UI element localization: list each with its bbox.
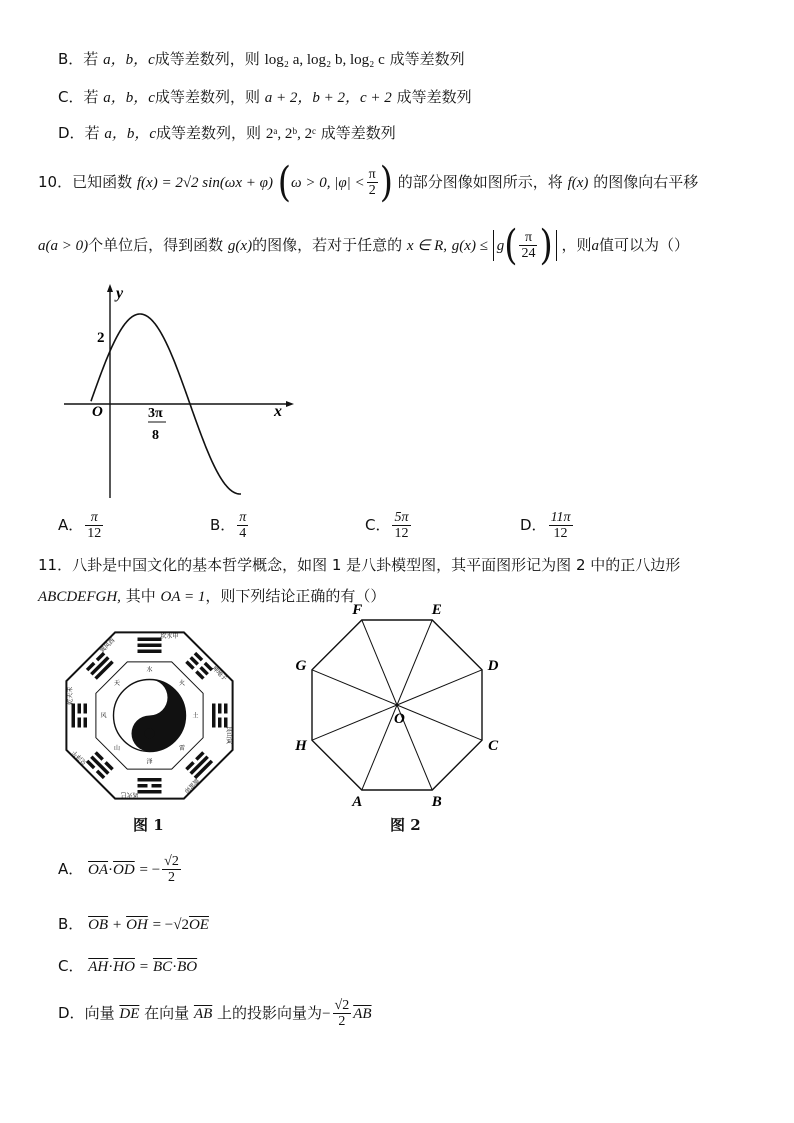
- origin-label: O: [92, 404, 103, 420]
- octagon-figure: [290, 601, 510, 812]
- x-tick-denominator: 8: [152, 428, 159, 443]
- q10-option-c: C． $\frac{5\pi}{12}$: [365, 510, 409, 541]
- bagua-inner-label-4: 泽: [146, 759, 153, 766]
- bagua-inner-label-3: 雷: [178, 746, 186, 752]
- q11-option-a: A． $\overline{OA}\cdot\overline{OD}$ = − $\frac{√2}{2}$: [58, 854, 179, 885]
- bagua-figure: [62, 628, 237, 803]
- bagua-outer-label-7: 巽风酉: [99, 637, 117, 655]
- yin-eye: [145, 693, 155, 703]
- q11-option-d: D．向量 $\overline{DE}$ 在向量 $\overline{AB}$ 上的投影向量为− $\frac{√2}{2}$ $\overline{AB}$: [58, 998, 372, 1029]
- x-tick-numerator: 3π: [148, 406, 163, 421]
- q10-stem-line2: a(a > 0)个单位后，得到函数 g(x)的图像，若对于任意的 x ∈ R, g(x) ≤ g( $\frac{\pi}{24}$ ) ，则a值可以为（）: [38, 221, 690, 270]
- vertex-label-E: E: [431, 601, 442, 618]
- q11-stem-line2: ABCDEFGH, 其中 OA = 1，则下列结论正确的有（）: [38, 587, 386, 605]
- bagua-outer-label-5: 兑泽午: [71, 748, 89, 766]
- x-axis-label: x: [274, 403, 282, 420]
- center-label-O: O: [394, 711, 405, 727]
- q10-stem-line1: 10．已知函数 f(x) = 2√2 sin(ωx + φ) (ω > 0, |φ| < $\frac{\pi}{2}$ ) 的部分图像如图所示，将 f(x) 的图像向右平移: [38, 158, 699, 207]
- q10-option-d: D． $\frac{11\pi}{12}$: [520, 510, 571, 541]
- vertex-label-A: A: [352, 794, 363, 811]
- vertex-label-F: F: [352, 601, 363, 618]
- vertex-label-G: G: [295, 658, 307, 675]
- bagua-inner-label-0: 水: [146, 667, 153, 674]
- bagua-outer-label-6: 乾天未: [67, 686, 74, 705]
- bagua-inner-label-7: 天: [113, 681, 121, 687]
- bagua-outer-label-1: 坤地子: [210, 665, 228, 683]
- bagua-inner-label-6: 风: [100, 713, 107, 720]
- bagua-outer-label-2: 艮山寅: [225, 726, 232, 745]
- vertex-label-D: D: [487, 658, 499, 675]
- bagua-inner-label-5: 山: [113, 746, 121, 752]
- q11-option-b: B． $\overline{OB} + \overline{OH} = -√2\overline{OE}$: [58, 915, 209, 933]
- q11-option-c: C． $\overline{AH}\cdot\overline{HO} = \overline{BC}\cdot\overline{BO}$: [58, 957, 198, 975]
- trigram-0: [138, 638, 162, 654]
- yang-eye: [145, 729, 155, 739]
- y-axis-arrow: [107, 284, 113, 292]
- vertex-label-H: H: [295, 737, 307, 754]
- q10-option-a: A． $\frac{\pi}{12}$: [58, 510, 102, 541]
- y-tick-label: 2: [97, 330, 105, 346]
- x-axis-arrow: [286, 401, 294, 407]
- vertex-label-B: B: [431, 794, 442, 811]
- q9-option-d: D．若 a，b，c成等差数列，则 2ᵃ, 2ᵇ, 2ᶜ 成等差数列: [58, 124, 396, 142]
- q9-option-b: B．若 a，b，c成等差数列，则 log₂ a, log₂ b, log₂ c 成等差数列: [58, 50, 465, 68]
- q11-stem-line1: 11．八卦是中国文化的基本哲学概念，如图 1 是八卦模型图，其平面图形记为图 2 中的正八边形: [38, 556, 681, 574]
- bagua-outer-label-3: 震雷卯: [182, 776, 200, 794]
- bagua-outer-label-4: 离火巳: [120, 791, 139, 798]
- fig2-caption: 图 2: [390, 816, 421, 834]
- vertex-label-C: C: [488, 737, 499, 754]
- q10-option-b: B． $\frac{\pi}{4}$: [210, 510, 247, 541]
- y-axis-label: y: [116, 285, 124, 302]
- q9-option-c: C．若 a，b，c成等差数列，则 a + 2，b + 2，c + 2 成等差数列: [58, 88, 472, 106]
- fig1-caption: 图 1: [133, 816, 164, 834]
- bagua-outer-label-0: 坎水申: [160, 633, 179, 640]
- q10-sine-graph: [58, 280, 298, 505]
- bagua-inner-label-2: 土: [192, 713, 199, 720]
- bagua-inner-label-1: 火: [178, 681, 186, 687]
